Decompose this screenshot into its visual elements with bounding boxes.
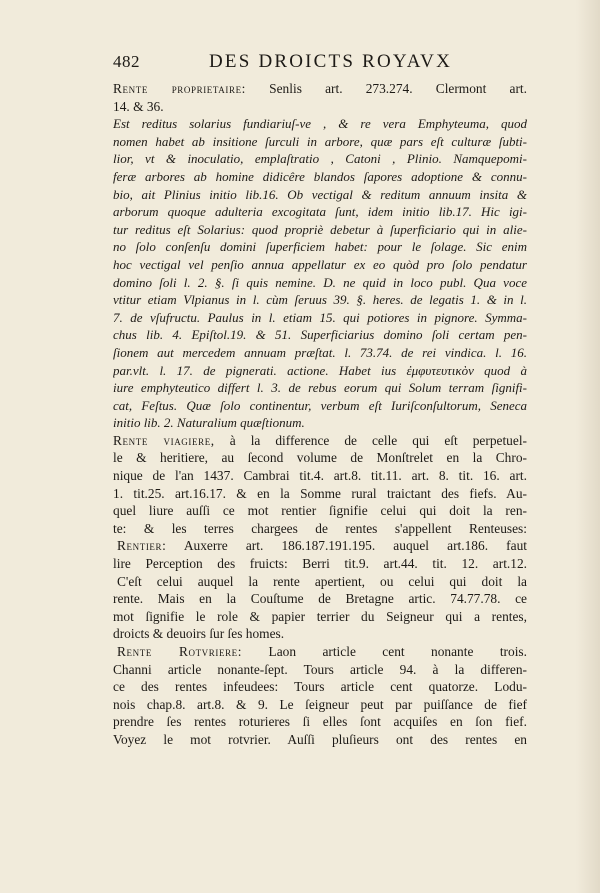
text-line: [113, 414, 527, 432]
text-line: [113, 731, 527, 749]
text-line: [113, 467, 527, 485]
line-text: nois chap.8. art.8. & 9. Le ſeigneur peut par puiſſance de fief: [113, 696, 527, 712]
text-line: [113, 449, 527, 467]
line-text: nomen habet ab insitione ſurculi in arbore, quæ pars eſt culturæ ſubti-: [113, 133, 527, 149]
line-text: chus lib. 4. Epiſtol.19. & 51. Superficiarius domino ſoli certam pen-: [113, 327, 527, 343]
text-line: [113, 115, 527, 133]
line-text: lior, vt & inoculatio, emplaſtratio , Catoni , Plinio. Namquepomi-: [113, 151, 527, 167]
line-text: lire Perception des fruicts: Berri tit.9. art.44. tit. 12. art.12.: [113, 556, 527, 572]
text-line: [113, 133, 527, 151]
line-text: Auxerre art. 186.187.191.195. auquel art.186. faut: [166, 538, 527, 554]
line-text: iure emphyteutico differt l. 3. de rebus eorum qui Solum terram ſignifi-: [113, 380, 527, 396]
text-line: [113, 537, 527, 555]
line-text: Channi article nonante-ſept. Tours article 94. à la differen-: [113, 661, 527, 677]
text-line: [113, 555, 527, 573]
line-text: initio lib. 2. Naturalium quæſtionum.: [113, 415, 305, 431]
text-lines: [113, 80, 527, 749]
line-text: C'eſt celui auquel la rente apertient, ou celui qui doit la: [117, 573, 527, 589]
text-line: [113, 590, 527, 608]
text-line: [113, 186, 527, 204]
line-text: te: & les terres chargees de rentes s'appellent Renteuses:: [113, 520, 527, 536]
text-line: [113, 573, 527, 591]
line-text: 14. & 36.: [113, 98, 164, 114]
line-text: Est reditus solarius fundiariuſ-ve , & re vera Emphyteuma, quod: [113, 116, 527, 132]
text-block: [113, 52, 527, 749]
text-line: [113, 379, 527, 397]
entry-headword: Rente proprietaire:: [113, 81, 246, 96]
line-text: Voyez le mot rotvrier. Auſſi pluſieurs ont des rentes en: [113, 731, 527, 747]
text-line: [113, 520, 527, 538]
text-line: [113, 274, 527, 292]
text-line: [113, 432, 527, 450]
text-line: [113, 397, 527, 415]
line-text: ſionem aut mercedem annuam præſtat. l. 73.74. de rei vindica. l. 16.: [113, 344, 527, 360]
text-line: [113, 221, 527, 239]
line-text: tur reditus eſt Solarius: quod propriè debetur à ſuperficiario qui in alie-: [113, 221, 527, 237]
text-line: [113, 203, 527, 221]
line-text: Senlis art. 273.274. Clermont art.: [246, 81, 527, 96]
page-header: [113, 52, 527, 78]
text-line: [113, 291, 527, 309]
running-head: DES DROICTS ROYAVX: [209, 51, 453, 72]
line-text: Laon article cent nonante trois.: [242, 644, 527, 659]
page-edge-shadow: [576, 0, 600, 893]
line-text: à la difference de celle qui eſt perpetuel-: [214, 432, 527, 448]
show-through-mark: [240, 860, 310, 880]
line-text: feræ arbores ab homine didicêre blandos ſapores adoptione & connu-: [113, 168, 527, 184]
text-line: [113, 150, 527, 168]
text-line: [113, 696, 527, 714]
page-number: 482: [113, 52, 140, 71]
line-text: 1. tit.25. art.16.17. & en la Somme rural traictant des fiefs. Au-: [113, 485, 527, 501]
text-line: [113, 678, 527, 696]
line-text: quel liure auſſi ce mot rentier ſignifie celui qui doit la ren-: [113, 503, 527, 519]
text-line: [113, 485, 527, 503]
line-text: ce des rentes infeudees: Tours article cent quatorze. Lodu-: [113, 679, 527, 695]
line-text: nique de l'an 1437. Cambrai tit.4. art.8. tit.11. art. 8. tit. 16. art.: [113, 468, 527, 484]
text-line: [113, 326, 527, 344]
text-line: [113, 256, 527, 274]
entry-headword: Rentier:: [117, 538, 167, 554]
line-text: rente. Mais en la Couſtume de Bretagne artic. 74.77.78. ce: [113, 591, 527, 607]
line-text: no ſolo conſenſu domini ſuperficiem habet: pour le ſolage. Sic enim: [113, 239, 527, 255]
line-text: domino ſoli l. 2. §. ſi quis nemine. D. ne quid in loco publ. Qua voce: [113, 274, 527, 290]
text-line: [113, 344, 527, 362]
line-text: par.vlt. l. 17. de pignerati. actione. Habet ius ἐμφυτευτικὸν quod à: [113, 362, 527, 378]
line-text: hoc vectigal vel penſio annua appellatur ex eo quòd pro ſolo pendatur: [113, 256, 527, 272]
text-line: [113, 80, 527, 98]
text-line: [113, 309, 527, 327]
text-line: [113, 608, 527, 626]
text-line: [113, 168, 527, 186]
line-text: bio, ait Plinius initio lib.16. Ob vectigal & reditum annuum insita &: [113, 186, 527, 202]
text-line: [113, 661, 527, 679]
text-line: [113, 362, 527, 380]
entry-headword: Rente Rotvriere:: [117, 644, 243, 659]
text-line: [113, 713, 527, 731]
text-line: [113, 625, 527, 643]
text-line: [113, 502, 527, 520]
text-line: [113, 238, 527, 256]
text-line: [113, 643, 527, 661]
line-text: prendre ſes rentes roturieres ſi elles ſont acquiſes en ſon fief.: [113, 714, 527, 730]
line-text: arborum quoque adulteria excogitata ſunt, idem initio lib.17. Hic igi-: [113, 204, 527, 220]
line-text: mot ſignifie le role & papier terrier du Seigneur qui a rentes,: [113, 608, 527, 624]
line-text: 7. de vſufructu. Paulus in l. etiam 15. qui potiores in pignore. Symma-: [113, 309, 527, 325]
line-text: cat, Feſtus. Quæ ſolo continentur, verbum eſt Iuriſconſultorum, Seneca: [113, 397, 527, 413]
line-text: droicts & deuoirs ſur ſes homes.: [113, 626, 285, 642]
line-text: le & heritiere, au ſecond volume de Monſtrelet en la Chro-: [113, 450, 527, 466]
text-line: [113, 98, 527, 116]
line-text: vtitur etiam Vlpianus in l. cùm ſeruus 39. §. heres. de legatis 1. & in l.: [113, 292, 527, 308]
entry-headword: Rente viagiere,: [113, 432, 215, 448]
